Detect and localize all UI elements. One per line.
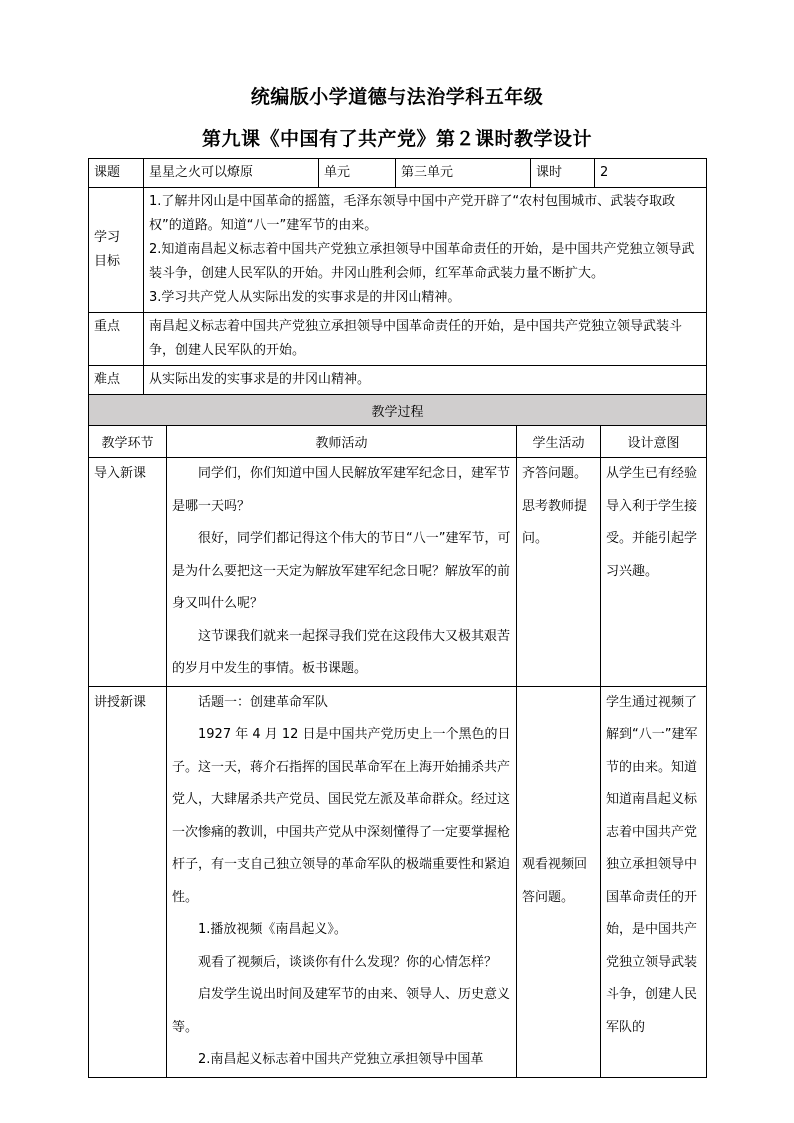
focus-value: 南昌起义标志着中国共产党独立承担领导中国革命责任的开始，是中国共产党独立领导武装斗争，创建人民军队的开始。 [144,313,707,366]
column-header-teacher: 教师活动 [167,426,517,458]
column-header-student: 学生活动 [517,426,601,458]
table-row [89,458,707,687]
lesson-label: 课题 [89,159,144,188]
goals-label-line1: 学习 [94,230,121,245]
teacher-paragraph: 话题一：创建革命军队 [198,694,329,710]
teacher-activity-cell [167,686,517,1077]
difficulty-row [89,366,707,395]
difficulty-label: 难点 [89,366,144,395]
teacher-paragraph: 启发学生说出时间及建军节的由来、领导人、历史意义等。 [172,987,511,1035]
teacher-paragraph: 2.南昌起义标志着中国共产党独立承担领导中国革 [198,1052,484,1067]
design-intent-cell: 学生通过视频了解到“八一”建军节的由来。知道知道南昌起义标志着中国共产党独立承担领导中国革命责任的开始，是中国共产党独立领导武装斗争，创建人民军队的 [601,686,707,1077]
focus-row [89,313,707,366]
difficulty-value: 从实际出发的实事求是的井冈山精神。 [144,366,707,395]
teaching-process-table [88,394,707,1078]
goals-row [89,188,707,313]
period-label: 课时 [531,159,595,188]
stage-cell: 导入新课 [89,458,167,687]
goals-label-line2: 目标 [94,254,121,269]
table-row [89,686,707,1077]
document-title-line1: 统编版小学道德与法治学科五年级 [250,86,544,108]
column-header-stage: 教学环节 [89,426,167,458]
goal-item: 2.知道南昌起义标志着中国共产党独立承担领导中国革命责任的开始，是中国共产党独立领导武装斗争，创建人民军队的开始。井冈山胜利会师，红军革命武装力量不断扩大。 [149,242,695,281]
teacher-activity-cell [167,458,517,687]
unit-value: 第三单元 [396,159,531,188]
document-title-line2: 第九课《中国有了共产党》第２课时教学设计 [201,128,592,150]
design-intent-cell: 从学生已有经验导入利于学生接受。并能引起学习兴趣。 [601,458,707,687]
goal-item: 1.了解井冈山是中国革命的摇篮，毛泽东领导中国中产党开辟了“农村包围城市、武装夺取政权”的道路。知道“八一”建军节的由来。 [149,194,676,233]
lesson-info-table [88,158,707,395]
period-value: 2 [595,159,707,188]
goals-value [144,188,707,313]
process-column-headers [89,426,707,458]
student-activity-cell: 观看视频回答问题。 [517,686,601,1077]
goal-item: 3.学习共产党人从实际出发的实事求是的井冈山精神。 [149,290,461,305]
teacher-paragraph: 这节课我们就来一起探寻我们党在这段伟大又极其艰苦的岁月中发生的事情。板书课题。 [172,628,511,676]
unit-label: 单元 [319,159,396,188]
teacher-paragraph: 1.播放视频《南昌起义》。 [198,922,347,937]
column-header-intent: 设计意图 [601,426,707,458]
teacher-paragraph: 观看了视频后，谈谈你有什么发现？你的心情怎样？ [198,954,498,970]
lesson-row [89,159,707,188]
process-banner: 教学过程 [89,395,707,426]
student-activity-cell: 齐答问题。思考教师提问。 [517,458,601,687]
teacher-paragraph: 很好，同学们都记得这个伟大的节日“八一”建军节，可是为什么要把这一天定为解放军建军纪念日呢？解放军的前身又叫什么呢？ [172,531,511,611]
lesson-value: 星星之火可以燎原 [144,159,319,188]
goals-label [89,188,144,313]
teacher-paragraph: 1927 年 4 月 12 日是中国共产党历史上一个黑色的日子。这一天，蒋介石指挥的国民革命军在上海开始捕杀共产党人，大肆屠杀共产党员、国民党左派及革命群众。经过这一次惨痛的教训，中国共产党从中深刻懂得了一定要掌握枪杆子，有一支自己独立领导的革命军队的极端重要性和紧迫性。 [172,727,511,905]
teacher-paragraph: 同学们，你们知道中国人民解放军建军纪念日，建军节是哪一天吗？ [172,466,511,514]
focus-label: 重点 [89,313,144,366]
stage-cell: 讲授新课 [89,686,167,1077]
